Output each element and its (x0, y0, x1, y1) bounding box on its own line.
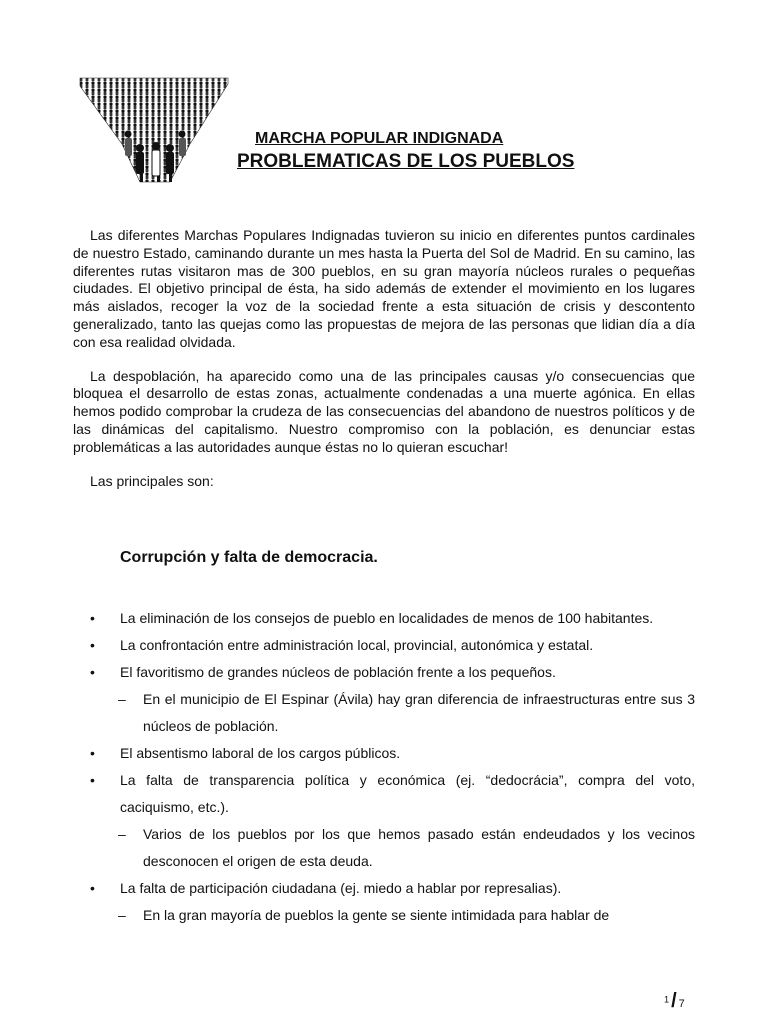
issues-list (88, 605, 695, 929)
dash-mark: – (118, 691, 126, 707)
list-item: • La confrontación entre administración local, provincial, autonómica y estatal. (88, 632, 695, 659)
marching-crowd-icon (78, 74, 230, 186)
sub-list-item: – Varios de los pueblos por los que hemos pasado están endeudados y los vecinos desconocen el origen de esta deuda. (88, 821, 695, 875)
section-heading: Corrupción y falta de democracia. (120, 549, 378, 566)
sub-list-item: – En la gran mayoría de pueblos la gente se siente intimidada para hablar de (88, 902, 695, 929)
bullet-mark: • (90, 745, 95, 761)
page-number (664, 990, 685, 1013)
bullet-mark: • (90, 664, 95, 680)
sub-list-item: – En el municipio de El Espinar (Ávila) hay gran diferencia de infraestructuras entre sus 3 núcleos de población. (88, 686, 695, 740)
dash-mark: – (118, 907, 126, 923)
document-subtitle: PROBLEMATICAS DE LOS PUEBLOS (237, 151, 575, 172)
paragraph: La despoblación, ha aparecido como una de las principales causas y/o consecuencias que bloquea el desarrollo de estas zonas, actualmente condenadas a una muerte agónica. En ellas hemos podido comprobar la crudeza de las consecuencias del abandono de nuestros políticos y de las dinámicas del capitalismo. Nuestro compromiso con la población, es denunciar estas problemáticas a las autoridades aunque éstas no lo quieran escuchar! (73, 367, 695, 455)
list-item: • La falta de participación ciudadana (ej. miedo a hablar por represalias). (88, 875, 695, 902)
bullet-mark: • (90, 637, 95, 653)
document-title: MARCHA POPULAR INDIGNADA (255, 130, 504, 147)
page-separator: / (671, 990, 677, 1012)
bullet-mark: • (90, 772, 95, 788)
list-item: • La eliminación de los consejos de pueblo en localidades de menos de 100 habitantes. (88, 605, 695, 632)
list-item: • El absentismo laboral de los cargos públicos. (88, 740, 695, 767)
bullet-mark: • (90, 610, 95, 626)
dash-mark: – (118, 826, 126, 842)
total-pages: 7 (678, 998, 685, 1010)
intro-text (73, 227, 695, 490)
paragraph: Las diferentes Marchas Populares Indignadas tuvieron su inicio en diferentes puntos cardinales de nuestro Estado, caminando durante un mes hasta la Puerta del Sol de Madrid. En su camino, las diferentes rutas visitaron mas de 300 pueblos, en su gran mayoría núcleos rurales o pequeñas ciudades. El objetivo principal de ésta, ha sido además de extender el movimiento en los lugares más aislados, recoger la voz de la sociedad frente a esta situación de crisis y descontento generalizado, tanto las quejas como las propuestas de mejora de las personas que lidian día a día con esa realidad olvidada. (73, 227, 695, 350)
current-page: 1 (664, 994, 670, 1005)
paragraph: Las principales son: (90, 472, 214, 489)
list-item: • El favoritismo de grandes núcleos de población frente a los pequeños. (88, 659, 695, 686)
bullet-mark: • (90, 880, 95, 896)
list-item: • La falta de transparencia política y económica (ej. “dedocrácia”, compra del voto, caciquismo, etc.). (88, 767, 695, 821)
